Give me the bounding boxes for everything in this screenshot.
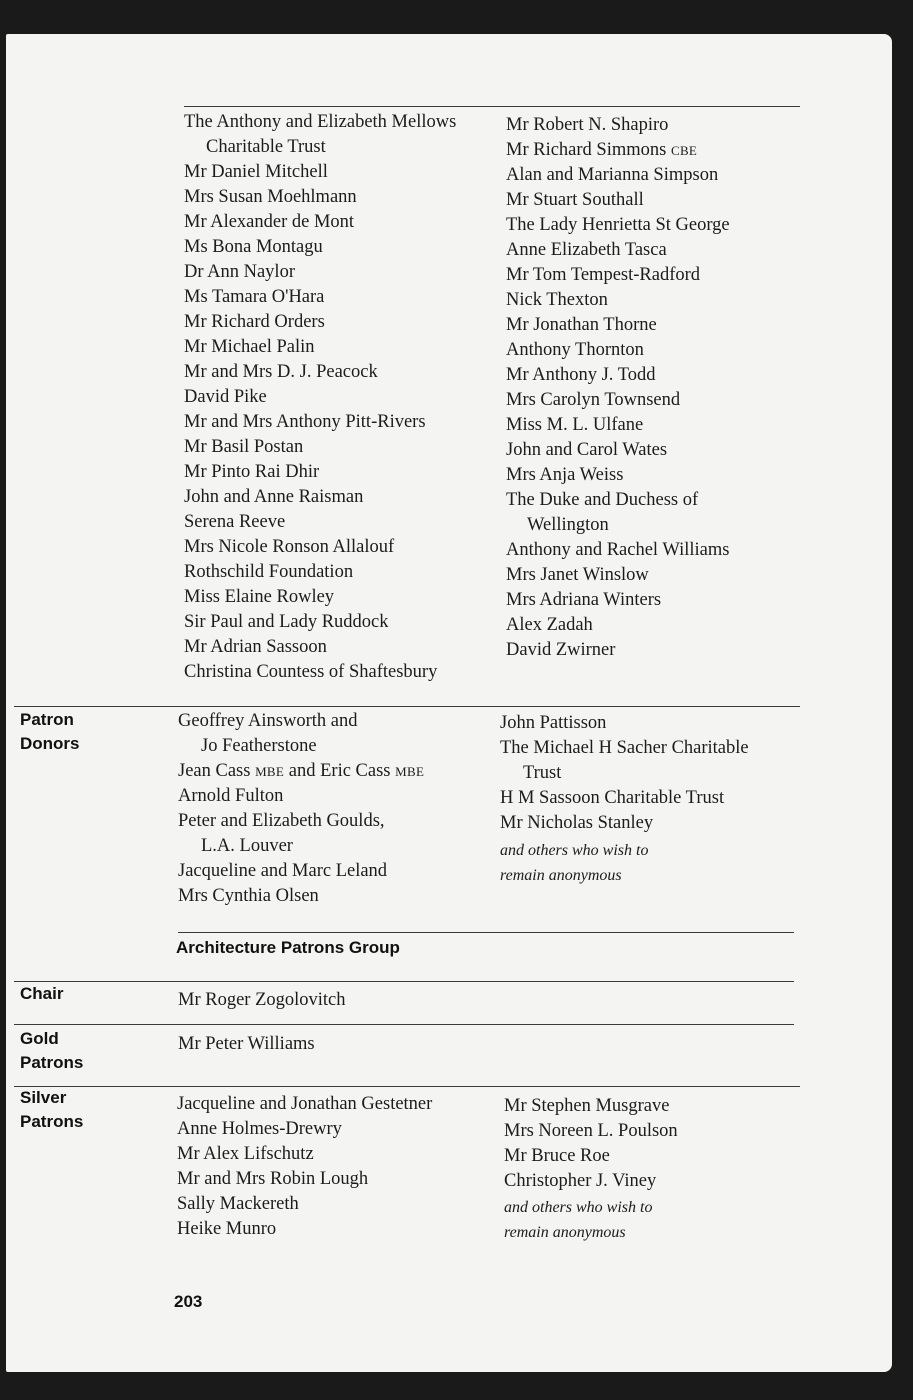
- list-item: David Pike: [184, 387, 267, 407]
- list-item: Wellington: [527, 515, 609, 535]
- list-item: Mr Adrian Sassoon: [184, 637, 327, 657]
- label-line: Patrons: [20, 1053, 84, 1072]
- list-item: Mr Stephen Musgrave: [504, 1096, 670, 1116]
- list-item: Serena Reeve: [184, 512, 286, 532]
- list-item: Anthony Thornton: [506, 340, 644, 360]
- section-heading-architecture: Architecture Patrons Group: [176, 938, 400, 957]
- list-item: John and Anne Raisman: [184, 487, 364, 507]
- section-label-silver-patrons: [20, 1086, 83, 1134]
- list-item: Mr Tom Tempest-Radford: [506, 265, 701, 285]
- divider-architecture: [178, 932, 794, 933]
- list-item: Anthony and Rachel Williams: [506, 540, 730, 560]
- list-item: Christina Countess of Shaftesbury: [184, 662, 438, 682]
- list-item: Mr Anthony J. Todd: [506, 365, 656, 385]
- list-item: Ms Tamara O'Hara: [184, 287, 325, 307]
- list-item-name: Mr Richard Simmons: [506, 140, 667, 160]
- list-item: Trust: [523, 763, 562, 783]
- list-item: Mr Nicholas Stanley: [500, 813, 654, 833]
- section-label-chair: Chair: [20, 984, 64, 1003]
- chair-name: Mr Roger Zogolovitch: [178, 990, 346, 1010]
- list-item: Mr Daniel Mitchell: [184, 162, 328, 182]
- honour-mbe: MBE: [255, 764, 285, 779]
- list-item: Anne Holmes-Drewry: [177, 1119, 342, 1139]
- list-item: Anne Elizabeth Tasca: [506, 240, 667, 260]
- list-item: David Zwirner: [506, 640, 616, 660]
- list-item: Christopher J. Viney: [504, 1171, 657, 1191]
- list-item: Rothschild Foundation: [184, 562, 354, 582]
- list-item: Miss Elaine Rowley: [184, 587, 335, 607]
- honour-mbe: MBE: [395, 764, 425, 779]
- list-item: John Pattisson: [500, 713, 607, 733]
- divider-gold: [14, 1024, 794, 1025]
- anonymous-note: and others who wish to: [504, 1199, 653, 1216]
- anonymous-note: remain anonymous: [504, 1224, 626, 1241]
- list-item: Jo Featherstone: [201, 736, 317, 756]
- list-item: Mrs Nicole Ronson Allalouf: [184, 537, 395, 557]
- list-item: Mrs Anja Weiss: [506, 465, 624, 485]
- list-item: Miss M. L. Ulfane: [506, 415, 644, 435]
- list-item: Alan and Marianna Simpson: [506, 165, 719, 185]
- list-item: The Duke and Duchess of: [506, 490, 699, 510]
- list-item: Arnold Fulton: [178, 786, 284, 806]
- list-item: Mr and Mrs Anthony Pitt-Rivers: [184, 412, 426, 432]
- list-item: Mr Bruce Roe: [504, 1146, 610, 1166]
- list-item: Mr Richard Orders: [184, 312, 325, 332]
- list-item: Mr Basil Postan: [184, 437, 304, 457]
- list-item: [178, 759, 424, 784]
- list-item: John and Carol Wates: [506, 440, 668, 460]
- honour-cbe: CBE: [670, 143, 698, 158]
- book-page: [6, 34, 892, 1372]
- label-line: Patron: [20, 710, 74, 729]
- section-label-gold-patrons: [20, 1027, 83, 1075]
- list-item: Dr Ann Naylor: [184, 262, 295, 282]
- gold-patron-name: Mr Peter Williams: [178, 1034, 315, 1054]
- anonymous-note: and others who wish to: [500, 842, 649, 859]
- list-item: Mr Alexander de Mont: [184, 212, 355, 232]
- list-item: Mr and Mrs Robin Lough: [177, 1169, 369, 1189]
- list-item: Mrs Noreen L. Poulson: [504, 1121, 678, 1141]
- list-item: L.A. Louver: [201, 836, 293, 856]
- list-item: The Lady Henrietta St George: [506, 215, 730, 235]
- list-item: [506, 138, 697, 163]
- label-line: Gold: [20, 1029, 59, 1048]
- list-item: Jacqueline and Jonathan Gestetner: [177, 1094, 433, 1114]
- list-item: Mr and Mrs D. J. Peacock: [184, 362, 378, 382]
- list-item: Nick Thexton: [506, 290, 608, 310]
- list-item: Mr Jonathan Thorne: [506, 315, 657, 335]
- section-label-patron-donors: [20, 708, 80, 756]
- list-item: Mr Pinto Rai Dhir: [184, 462, 320, 482]
- list-item: Sir Paul and Lady Ruddock: [184, 612, 389, 632]
- anonymous-note: remain anonymous: [500, 867, 622, 884]
- list-item: Peter and Elizabeth Goulds,: [178, 811, 385, 831]
- list-item: Charitable Trust: [206, 137, 326, 157]
- list-item: Geoffrey Ainsworth and: [178, 711, 358, 731]
- list-item: Mr Robert N. Shapiro: [506, 115, 669, 135]
- divider-patron-donors: [14, 706, 800, 707]
- list-item: Sally Mackereth: [177, 1194, 299, 1214]
- label-line: Donors: [20, 734, 80, 753]
- label-line: Patrons: [20, 1112, 84, 1131]
- divider-top: [184, 106, 800, 107]
- list-item: Ms Bona Montagu: [184, 237, 323, 257]
- list-item: The Anthony and Elizabeth Mellows: [184, 112, 457, 132]
- label-line: Silver: [20, 1088, 67, 1107]
- list-item: Mr Michael Palin: [184, 337, 315, 357]
- list-item-name: and Eric Cass: [288, 761, 391, 781]
- list-item: Mrs Susan Moehlmann: [184, 187, 357, 207]
- list-item: Mr Stuart Southall: [506, 190, 644, 210]
- list-item: Mrs Janet Winslow: [506, 565, 649, 585]
- list-item: Mrs Cynthia Olsen: [178, 886, 319, 906]
- list-item-name: Jean Cass: [178, 761, 251, 781]
- list-item: Mrs Carolyn Townsend: [506, 390, 681, 410]
- list-item: Mrs Adriana Winters: [506, 590, 662, 610]
- list-item: Alex Zadah: [506, 615, 593, 635]
- page-number: 203: [174, 1292, 203, 1311]
- list-item: The Michael H Sacher Charitable: [500, 738, 749, 758]
- divider-silver: [14, 1086, 800, 1087]
- list-item: Jacqueline and Marc Leland: [178, 861, 388, 881]
- list-item: H M Sassoon Charitable Trust: [500, 788, 725, 808]
- divider-chair: [14, 981, 794, 982]
- list-item: Heike Munro: [177, 1219, 277, 1239]
- list-item: Mr Alex Lifschutz: [177, 1144, 314, 1164]
